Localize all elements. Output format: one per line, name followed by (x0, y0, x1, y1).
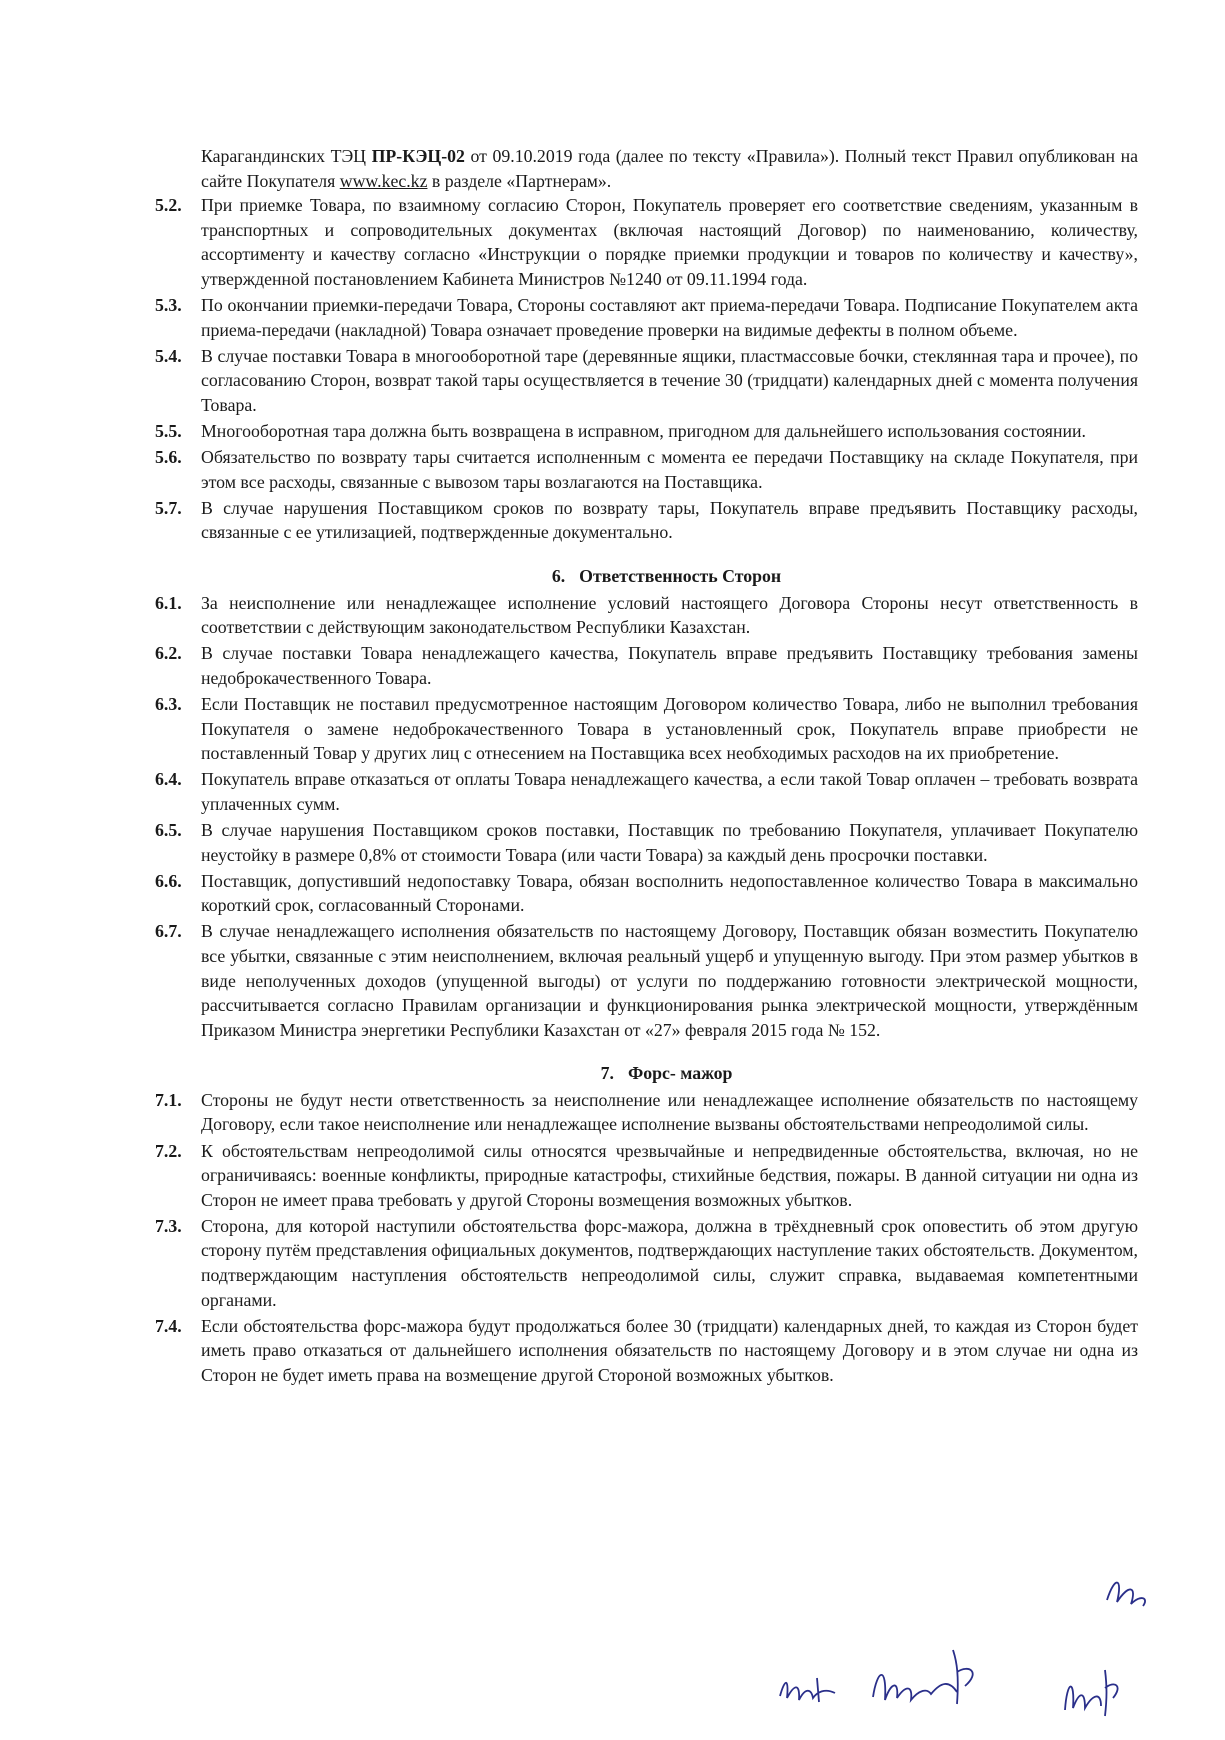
clause-number: 6.7. (155, 921, 182, 942)
clause-number: 7.2. (155, 1140, 182, 1161)
clause-number: 6.2. (155, 643, 182, 664)
rule-code: ПР-КЭЦ-02 (371, 146, 465, 166)
section-7-number: 7. (600, 1063, 614, 1084)
clause-6-2 (155, 641, 1138, 690)
section-5-clauses (155, 193, 1138, 545)
clause-6-5 (155, 818, 1138, 867)
clause-text: Обязательство по возврату тары считается исполненным с момента ее передачи Поставщику на складе Покупателя, при этом все расходы, связанные с вывозом тары возлагаются на Поставщика. (201, 447, 1138, 492)
clause-text: В случае поставки Товара ненадлежащего качества, Покупатель вправе предъявить Поставщику требования замены недоброкачественного Товара. (201, 643, 1138, 688)
clause-number: 6.3. (155, 693, 182, 714)
clause-number: 5.2. (155, 195, 182, 216)
clause-number: 5.6. (155, 447, 182, 468)
clause-number: 6.1. (155, 592, 182, 613)
section-6-title: Ответственность Сторон (579, 566, 782, 586)
intro-text-middle: от 09.10.2019 года (далее по тексту «Правила»). Полный текст Правил опубликован на сайте Покупателя (201, 146, 1138, 191)
intro-paragraph (201, 144, 1138, 193)
clause-5-6 (155, 445, 1138, 494)
clause-7-1 (155, 1088, 1138, 1137)
clause-6-6 (155, 869, 1138, 918)
signature-2 (865, 1642, 995, 1712)
clause-6-7 (155, 919, 1138, 1042)
section-7-heading (155, 1061, 1138, 1086)
clause-number: 6.6. (155, 870, 182, 891)
section-6-clauses (155, 591, 1138, 1043)
clause-number: 5.4. (155, 345, 182, 366)
clause-text: В случае поставки Товара в многооборотной таре (деревянные ящики, пластмассовые бочки, стеклянная тара и прочее), по согласованию Сторон, возврат такой тары осуществляется в течение 30 (тридцати) календарных дней с момента получения Товара. (201, 345, 1139, 415)
clause-5-2 (155, 193, 1138, 291)
clause-5-7 (155, 496, 1138, 545)
clause-text: Если обстоятельства форс-мажора будут продолжаться более 30 (тридцати) календарных дней, то каждая из Сторон будет иметь право отказаться от дальнейшего исполнения обязательств по настоящему Договору и в этом случае ни одна из Сторон не будет иметь права на возмещение другой Стороной возможных убытков. (201, 1315, 1138, 1385)
section-7-clauses (155, 1088, 1138, 1388)
clause-number: 7.3. (155, 1215, 182, 1236)
clause-text: За неисполнение или ненадлежащее исполнение условий настоящего Договора Стороны несут ответственность в соответствии с действующим законодательством Республики Казахстан. (201, 592, 1138, 638)
clause-number: 6.4. (155, 769, 182, 790)
clause-number: 7.4. (155, 1315, 182, 1336)
clause-6-3 (155, 692, 1138, 766)
clause-text: К обстоятельствам непреодолимой силы относятся чрезвычайные и непредвиденные обстоятельства, включая, но не ограничиваясь: военные конфликты, природные катастрофы, стихийные бедствия, пожары. В данной ситуации ни одна из Сторон не имеет права требовать у другой Стороны возмещения возможных убытков. (201, 1140, 1138, 1210)
document-body (155, 144, 1138, 1389)
clause-text: Поставщик, допустивший недопоставку Товара, обязан восполнить недопоставленное количество Товара в максимально короткий срок, согласованный Сторонами. (201, 870, 1138, 916)
clause-text: Если Поставщик не поставил предусмотренное настоящим Договором количество Товара, либо не выполнил требования Покупателя о замене недоброкачественного Товара в установленный срок, Покупатель вправе приобрести не поставленный Товар у других лиц с отнесением на Поставщика всех необходимых расходов на их приобретение. (201, 693, 1138, 764)
intro-text-start: Карагандинских ТЭЦ (201, 146, 372, 166)
clause-7-2 (155, 1139, 1138, 1213)
clause-6-1 (155, 591, 1138, 640)
clause-6-4 (155, 767, 1138, 816)
clause-text: По окончании приемки-передачи Товара, Стороны составляют акт приема-передачи Товара. Подписание Покупателем акта приема-передачи (накладной) Товара означает проведение проверки на видимые дефекты в полном объеме. (201, 295, 1138, 340)
clause-text: Сторона, для которой наступили обстоятельства форс-мажора, должна в трёхдневный срок оповестить об этом другую сторону путём представления официальных документов, подтверждающих наступление таких обстоятельств. Документом, подтверждающим наступления обстоятельств непреодолимой силы, служит справка, выдаваемая компетентными органами. (201, 1215, 1138, 1310)
clause-number: 5.3. (155, 295, 182, 316)
section-6-number: 6. (551, 566, 566, 586)
clause-text: Многооборотная тара должна быть возвращена в исправном, пригодном для дальнейшего использования состоянии. (201, 421, 1086, 442)
signature-1 (775, 1648, 850, 1708)
clause-text: При приемке Товара, по взаимному согласию Сторон, Покупатель проверяет его соответствие сведениям, указанным в транспортных и сопроводительных документах (включая настоящий Договор) по наименованию, количеству, ассортименту и качеству согласно «Инструкции о порядке приемки продукции и товаров по количеству и качеству», утвержденной постановлением Кабинета Министров №1240 от 09.11.1994 года. (201, 195, 1138, 289)
clause-text: Стороны не будут нести ответственность за неисполнение или ненадлежащее исполнение обязательств по настоящему Договору, если такое неисполнение или ненадлежащее исполнение вызваны обстоятельствами непреодолимой силы. (201, 1089, 1138, 1135)
section-7-title: Форс- мажор (627, 1063, 733, 1084)
clause-7-4 (155, 1314, 1138, 1388)
clause-text: Покупатель вправе отказаться от оплаты Товара ненадлежащего качества, а если такой Товар оплачен – требовать возврата уплаченных сумм. (201, 769, 1138, 814)
clause-text: В случае ненадлежащего исполнения обязательств по настоящему Договору, Поставщик обязан возместить Покупателю все убытки, связанные с этим неисполнением, включая реальный ущерб и упущенную выгоду. При этом размер убытков в виде неполученных доходов (упущенной выгоды) от услуги по поддержанию готовности электрической мощности, рассчитывается согласно Правилам организации и функционирования рынка электрической мощности, утверждённым Приказом Министра энергетики Республики Казахстан от «27» февраля 2015 года № 152. (201, 921, 1138, 1040)
site-link[interactable]: www.kec.kz (339, 170, 428, 191)
clause-number: 5.5. (155, 421, 182, 442)
clause-text: В случае нарушения Поставщиком сроков по возврату тары, Покупатель вправе предъявить Поставщику расходы, связанные с ее утилизацией, подтвержденные документально. (201, 497, 1138, 543)
section-6-heading (155, 564, 1138, 589)
clause-5-4 (155, 344, 1138, 418)
clause-7-3 (155, 1214, 1138, 1312)
signature-3 (1045, 1570, 1165, 1720)
clause-number: 6.5. (155, 819, 182, 840)
clause-text: В случае нарушения Поставщиком сроков поставки, Поставщик по требованию Покупателя, уплачивает Покупателю неустойку в размере 0,8% от стоимости Товара (или части Товара) за каждый день просрочки поставки. (201, 819, 1138, 865)
clause-5-3 (155, 293, 1138, 342)
intro-text-end: в разделе «Партнерам». (427, 170, 612, 191)
clause-5-5 (155, 419, 1138, 444)
clause-number: 7.1. (155, 1089, 182, 1110)
clause-number: 5.7. (155, 497, 182, 518)
